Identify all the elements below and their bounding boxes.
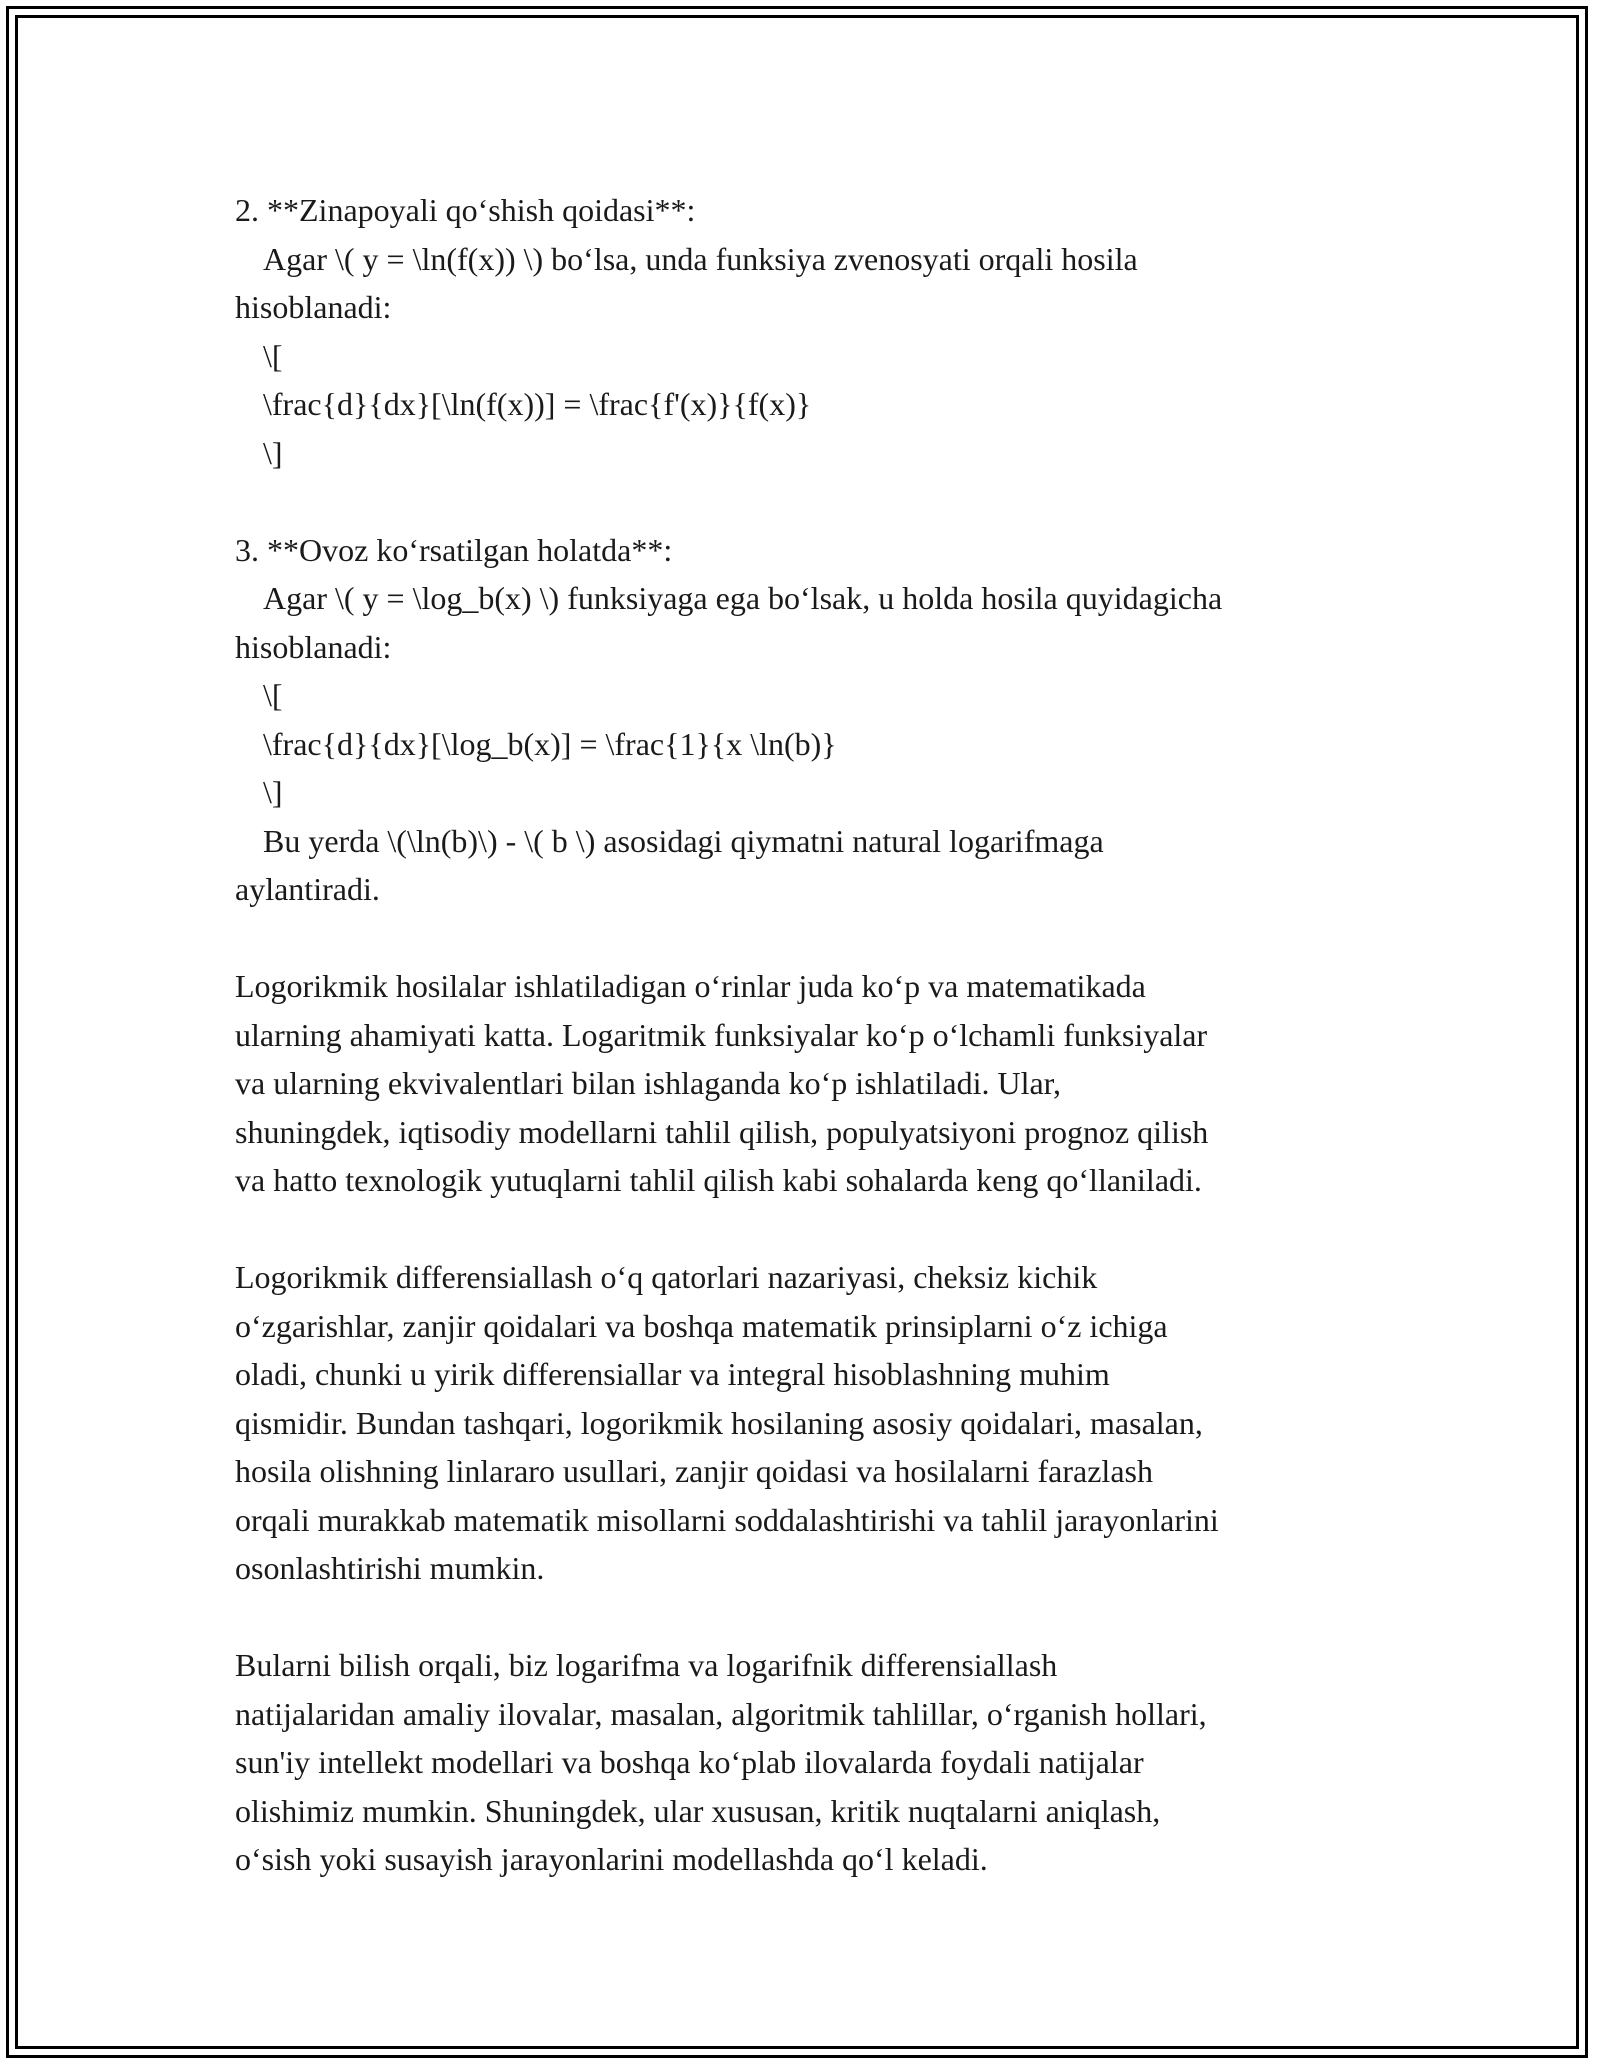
paragraph [235, 962, 1375, 1205]
text-line: Bularni bilish orqali, biz logarifma va logarifnik differensiallash [235, 1647, 1058, 1683]
text-line: \frac{d}{dx}[\log_b(x)] = \frac{1}{x \ln(b)} [263, 725, 837, 762]
paragraph [235, 1641, 1375, 1884]
text-line: o‘sish yoki susayish jarayonlarini modellashda qo‘l keladi. [235, 1841, 988, 1877]
text-line: aylantiradi. [235, 871, 380, 907]
text-line: o‘zgarishlar, zanjir qoidalari va boshqa matematik prinsiplarni o‘z ichiga [235, 1307, 1168, 1344]
text-line: \frac{d}{dx}[\ln(f(x))] = \frac{f'(x)}{f(x)} [263, 386, 812, 422]
text-line: 2. **Zinapoyali qo‘shish qoidasi**: [235, 192, 696, 228]
text-line: hosila olishning linlararo usullari, zanjir qoidasi va hosilalarni farazlash [235, 1453, 1153, 1489]
text-line: \] [263, 434, 283, 471]
text-line: osonlashtirishi mumkin. [235, 1550, 545, 1586]
text-line: Agar \( y = \ln(f(x)) \) bo‘lsa, unda funksiya zvenosyati orqali hosila [263, 240, 1138, 277]
text-line: hisoblanadi: [235, 628, 392, 665]
text-line: hisoblanadi: [235, 289, 392, 325]
text-line: 3. **Ovoz ko‘rsatilgan holatda**: [235, 531, 673, 568]
numbered-item [235, 186, 1375, 477]
text-line: \] [263, 774, 283, 810]
text-line: qismidir. Bundan tashqari, logorikmik hosilaning asosiy qoidalari, masalan, [235, 1404, 1203, 1441]
paragraph-gap [235, 1205, 1375, 1254]
text-line: Logorikmik hosilalar ishlatiladigan o‘rinlar juda ko‘p va matematikada [235, 968, 1146, 1004]
document-body [235, 186, 1375, 1884]
text-line: shuningdek, iqtisodiy modellarni tahlil qilish, populyatsiyoni prognoz qilish [235, 1113, 1209, 1150]
paragraph [235, 1253, 1375, 1593]
text-line: \[ [263, 677, 283, 713]
text-line: natijalaridan amaliy ilovalar, masalan, algoritmik tahlillar, o‘rganish hollari, [235, 1695, 1207, 1732]
text-line: Logorikmik differensiallash o‘q qatorlari nazariyasi, cheksiz kichik [235, 1259, 1098, 1295]
text-line: va ularning ekvivalentlari bilan ishlaganda ko‘p ishlatiladi. Ular, [235, 1065, 1062, 1101]
paragraph-gap [235, 477, 1375, 526]
text-line: Bu yerda \(\ln(b)\) - \( b \) asosidagi qiymatni natural logarifmaga [263, 822, 1104, 859]
text-line: orqali murakkab matematik misollarni soddalashtirishi va tahlil jarayonlarini [235, 1501, 1219, 1538]
text-line: Agar \( y = \log_b(x) \) funksiyaga ega bo‘lsak, u holda hosila quyidagicha [263, 580, 1223, 616]
text-line: \[ [263, 337, 283, 374]
text-line: ularning ahamiyati katta. Logaritmik funksiyalar ko‘p o‘lchamli funksiyalar [235, 1016, 1208, 1053]
text-line: oladi, chunki u yirik differensiallar va integral hisoblashning muhim [235, 1356, 1110, 1392]
text-line: sun'iy intellekt modellari va boshqa ko‘plab ilovalarda foydali natijalar [235, 1744, 1144, 1780]
paragraph-gap [235, 914, 1375, 963]
text-line: va hatto texnologik yutuqlarni tahlil qilish kabi sohalarda keng qo‘llaniladi. [235, 1162, 1202, 1198]
paragraph-gap [235, 1593, 1375, 1642]
numbered-item [235, 526, 1375, 914]
text-line: olishimiz mumkin. Shuningdek, ular xususan, kritik nuqtalarni aniqlash, [235, 1792, 1161, 1829]
